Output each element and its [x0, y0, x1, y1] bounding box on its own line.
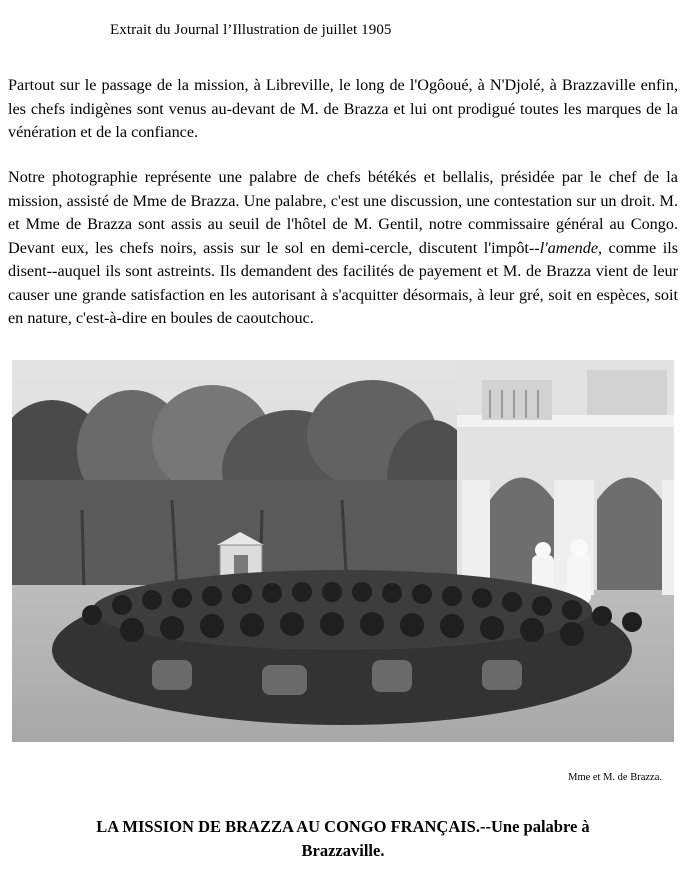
photo-caption: Mme et M. de Brazza. — [568, 772, 662, 783]
colonial-building — [457, 360, 674, 595]
document-header: Extrait du Journal l’Illustration de juillet 1905 — [110, 22, 392, 38]
page-title — [0, 815, 686, 863]
paragraph-2-emphasis: l'amende — [539, 238, 599, 257]
paragraph-2-text-a: Notre photographie représente une palabre de chefs bétékés et bellalis, présidée par le chef de la mission, assisté de Mme de Brazza. Une palabre, c'est une discussion, une contestation sur un droit. M. et Mme de Brazza sont assis au seuil de l'hôtel de M. Gentil, notre commissaire général au Congo. Devant eux, les chefs noirs, assis sur le sol en demi-cercle, discutent l'impôt-- — [8, 168, 678, 257]
paragraph-1: Partout sur le passage de la mission, à Libreville, le long de l'Ogôoué, à N'Djolé, à Brazzaville enfin, les chefs indigènes sont venus au-devant de M. de Brazza et lui ont prodigué toutes les marques de la vénération et de la confiance. — [8, 76, 678, 141]
historical-photograph — [12, 360, 674, 742]
title-line-2: Brazzaville. — [301, 841, 385, 860]
paragraph-2 — [8, 166, 678, 331]
paragraph-2-text-b: , comme ils disent--auquel ils sont astreints. Ils demandent des facilités de payement et M. de Brazza vient de leur causer une grande satisfaction en les autorisant à s'acquitter désormais, à leur gré, soit en espèces, soit en nature, c'est-à-dire en boules de caoutchouc. — [8, 238, 678, 327]
title-line-1: LA MISSION DE BRAZZA AU CONGO FRANÇAIS.--Une palabre à — [96, 817, 590, 836]
